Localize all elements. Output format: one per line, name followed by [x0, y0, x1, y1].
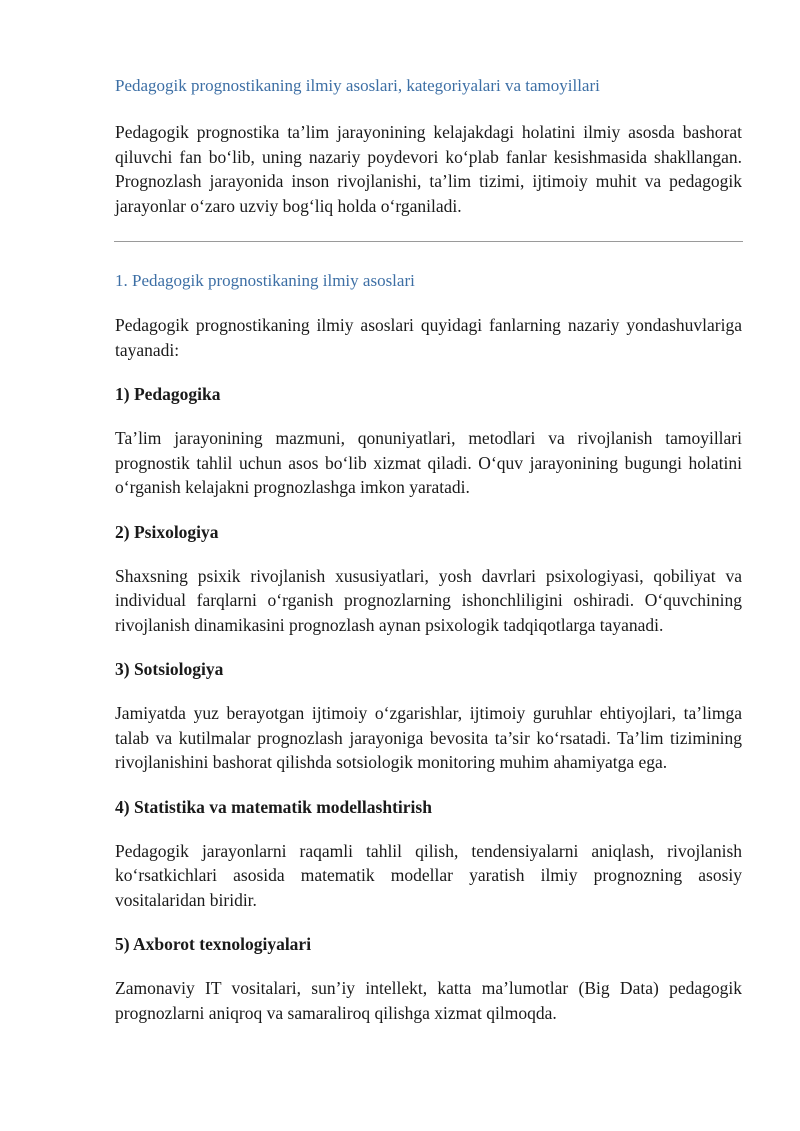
subheading-sotsiologiya: 3) Sotsiologiya [115, 659, 224, 679]
paragraph-statistika: Pedagogik jarayonlarni raqamli tahlil qilish, tendensiyalarni aniqlash, rivojlanish ko‘rsatkichlari asosida matematik modellar yaratish ilmiy prognozning asosiy vositalaridan biridir. [115, 840, 742, 910]
paragraph-sotsiologiya: Jamiyatda yuz berayotgan ijtimoiy o‘zgarishlar, ijtimoiy guruhlar ehtiyojlari, ta’limga talab va kutilmalar prognozlash jarayoniga bevosita ta’sir ko‘rsatadi. Ta’lim tizimining rivojlanishini bashorat qilishda sotsiologik monitoring muhim ahamiyatga ega. [115, 703, 742, 772]
section-divider [114, 241, 743, 242]
paragraph-pedagogika: Ta’lim jarayonining mazmuni, qonuniyatlari, metodlari va rivojlanish tamoyillari prognostik tahlil uchun asos bo‘lib xizmat qiladi. O‘quv jarayonining bugungi holatini o‘rganish kelajakni prognozlashga imkon yaratadi. [115, 428, 742, 497]
document-page [115, 74, 742, 1045]
intro-paragraph: Pedagogik prognostika ta’lim jarayonining kelajakdagi holatini ilmiy asosda bashorat qiluvchi fan bo‘lib, uning nazariy poydevori ko‘plab fanlar kesishmasida shakllangan. Prognozlash jarayonida inson rivojlanishi, ta’lim tizimi, ijtimoiy muhit va pedagogik jarayonlar o‘zaro uzviy bog‘liq holda o‘rganiladi. [115, 122, 742, 216]
subheading-statistika: 4) Statistika va matematik modellashtirish [115, 796, 432, 817]
subheading-axborot-texnologiyalari: 5) Axborot texnologiyalari [115, 934, 312, 954]
section-title: 1. Pedagogik prognostikaning ilmiy asoslari [115, 271, 415, 290]
paragraph-axborot-texnologiyalari: Zamonaviy IT vositalari, sun’iy intellekt, katta ma’lumotlar (Big Data) pedagogik prognozlarni aniqroq va samaraliroq qilishga xizmat qilmoqda. [115, 978, 742, 1023]
section-lead-paragraph: Pedagogik prognostikaning ilmiy asoslari quyidagi fanlarning nazariy yondashuvlariga tayanadi: [115, 315, 742, 360]
subheading-pedagogika: 1) Pedagogika [115, 384, 221, 404]
subheading-psixologiya: 2) Psixologiya [115, 521, 219, 542]
document-title: Pedagogik prognostikaning ilmiy asoslari, kategoriyalari va tamoyillari [115, 76, 600, 95]
paragraph-psixologiya: Shaxsning psixik rivojlanish xususiyatlari, yosh davrlari psixologiyasi, qobiliyat va individual farqlarni o‘rganish prognozlarning ishonchliligini oshiradi. O‘quvchining rivojlanish dinamikasini prognozlash aynan psixologik tadqiqotlarga tayanadi. [115, 565, 742, 635]
